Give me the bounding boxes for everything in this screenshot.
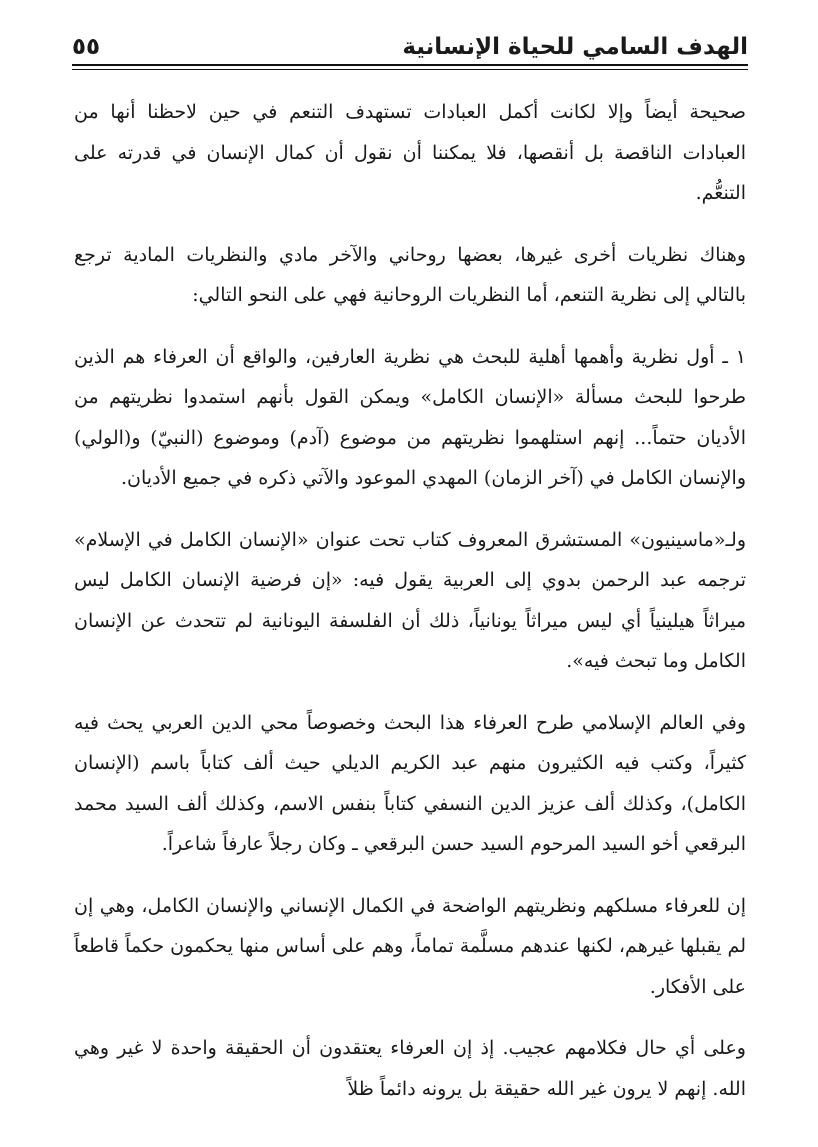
paragraph-2: وهناك نظريات أخرى غيرها، بعضها روحاني والآخر مادي والنظريات المادية ترجع بالتالي إلى نظرية التنعم، أما النظريات الروحانية فهي على النحو التالي: [74, 243, 746, 306]
paragraph-7: وعلى أي حال فكلامهم عجيب. إذ إن العرفاء يعتقدون أن الحقيقة واحدة لا غير وهي الله. إنهم لا يرون غير الله حقيقة بل يرونه دائماً ظلاً [74, 1037, 746, 1100]
paragraph-1: صحيحة أيضاً وإلا لكانت أكمل العبادات تستهدف التنعم في حين لاحظنا أنها من العبادات الناقصة بل أنقصها، فلا يمكننا أن نقول أن كمال الإنسان في قدرته على التنعُّم. [74, 101, 746, 204]
paragraph-6: إن للعرفاء مسلكهم ونظريتهم الواضحة في الكمال الإنساني والإنسان الكامل، وهي إن لم يقبلها غيرهم، لكنها عندهم مسلَّمة تماماً، وهم على أساس منها يحكمون حكماً قاطعاً على الأفكار. [74, 894, 746, 998]
page-number: ٥٥ [72, 34, 101, 60]
paragraph-5: وفي العالم الإسلامي طرح العرفاء هذا البحث وخصوصاً محي الدين العربي يحث فيه كثيراً، وكتب فيه الكثيرون منهم عبد الكريم الديلي حيث ألف كتاباً باسم (الإنسان الكامل)، وكذلك ألف عزيز الدين النسفي كتاباً بنفس الاسم، وكذلك ألف السيد محمد البرقعي أخو السيد المرحوم السيد حسن البرقعي ـ وكان رجلاً عارفاً شاعراً. [74, 711, 746, 855]
page-header [72, 28, 748, 62]
page-body [74, 92, 746, 1109]
paragraph-3: ١ ـ أول نظرية وأهمها أهلية للبحث هي نظرية العارفين، والواقع أن العرفاء هم الذين طرحوا للبحث مسألة «الإنسان الكامل» ويمكن القول بأنهم استمدوا نظريتهم من الأديان حتماً... إنهم استلهموا نظريتهم من موضوع (آدم) وموضوع (النبيّ) و(الولي) والإنسان الكامل في (آخر الزمان) المهدي الموعود والآتي ذكره في جميع الأديان. [74, 345, 746, 489]
header-rule-thin [72, 69, 748, 70]
header-rule-thick [72, 64, 748, 66]
paragraph-4: ولـ«ماسينيون» المستشرق المعروف كتاب تحت عنوان «الإنسان الكامل في الإسلام» ترجمه عبد الرحمن بدوي إلى العربية يقول فيه: «إن فرضية الإنسان الكامل ليس ميراثاً هيلينياً أي ليس ميراثاً يونانياً، ذلك أن الفلسفة اليونانية لم تتحدث عن الإنسان الكامل وما تبحث فيه». [74, 528, 746, 672]
running-title: الهدف السامي للحياة الإنسانية [402, 34, 748, 60]
